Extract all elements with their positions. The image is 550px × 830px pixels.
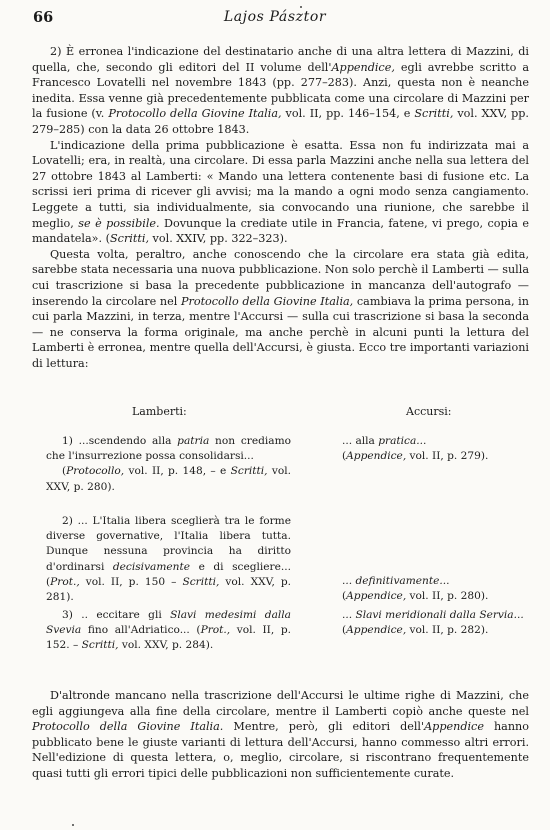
- accursi-header: Accursi:: [406, 405, 452, 418]
- lamberti-variant-2: 2) ... L'Italia libera sceglierà tra le forme diverse governative, l'Italia libera tutta. Dunque nessuna provincia ha diritto d'ordinarsi decisivamente e di scegliere... (Prot., vol. II, p. 150 – Scritti, vol. XXV, p. 281).: [46, 515, 291, 604]
- accursi-variant-2: ... definitivamente... (Appendice, vol. II, p. 280).: [342, 575, 489, 603]
- paragraph-4: D'altronde mancano nella trascrizione dell'Accursi le ultime righe di Mazzini, che egli aggiungeva alla fine della circolare, mentre il Lamberti copiò anche queste nel Protocollo della Giovine Italia. Mentre, però, gli editori dell'Appendice hanno pubblicato bene le giuste varianti di lettura dell'Accursi, hanno commesso altri errori. Nell'edizione di questa lettera, o, meglio, circolare, si riscontrano frequentemente quasi tutti gli errori tipici delle pubblicazioni non sufficientemente curate.: [32, 689, 530, 780]
- running-title: Lajos Pásztor: [223, 9, 327, 25]
- lamberti-variant-1: 1) ...scendendo alla patria non crediamo che l'insurrezione possa consolidarsi... (Protocollo, vol. II, p. 148, – e Scritti, vol. XXV, p. 280).: [46, 435, 291, 493]
- paragraph-2: L'indicazione della prima pubblicazione è esatta. Essa non fu indirizzata mai a Lovatelli; era, in realtà, una circolare. Di essa parla Mazzini anche nella sua lettera del 27 ottobre 1843 al Lamberti: « Mando una lettera contenente basi di fusione etc. La scrissi ieri prima di ricever gli avvisi; ma la mando a ogni modo senza cangiamento. Leggete a tutti, sia individualmente, sia convocando una riunione, che sarebbe il meglio, se è possibile. Dovunque la crediate utile in Francia, fatene, vi prego, copia e mandatela». (Scritti, vol. XXIV, pp. 322–323).: [32, 138, 529, 246]
- paragraph-3: Questa volta, peraltro, anche conoscendo che la circolare era stata già edita, sarebbe stata necessaria una nuova pubblicazione. Non solo perchè il Lamberti — sulla cui trascrizione si basa la precedente pubblicazione in mancanza dell'autografo — inserendo la circolare nel Protocollo della Giovine Italia, cambiava la prima persona, in cui parla Mazzini, in terza, mentre l'Accursi — sulla cui trascrizione si basa la seconda — ne conserva la forma originale, ma anche perchè in alcuni punti la lettura del Lamberti è erronea, mentre quella dell'Accursi, è giusta. Ecco tre importanti variazioni di lettura:: [32, 247, 529, 370]
- lamberti-variant-3: 3) .. eccitare gli Slavi medesimi dalla Svevia fino all'Adriatico... (Prot., vol. II, p. 152. – Scritti, vol. XXV, p. 284).: [46, 609, 291, 652]
- page-number: 66: [33, 9, 54, 26]
- accursi-variant-3: ... Slavi meridionali dalla Servia... (Appendice, vol. II, p. 282).: [342, 609, 524, 637]
- closing-text: [32, 688, 529, 782]
- print-speck: [300, 6, 302, 8]
- paragraph-1: 2) È erronea l'indicazione del destinatario anche di una altra lettera di Mazzini, di quella, che, secondo gli editori del II volume dell'Appendice, egli avrebbe scritto a Francesco Lovatelli nel novembre 1843 (pp. 277–283). Anzi, questa non è neanche inedita. Essa venne già precedentemente pubblicata come una circolare di Mazzini per la fusione (v. Protocollo della Giovine Italia, vol. II, pp. 146–154, e Scritti, vol. XXV, pp. 279–285) con la data 26 ottobre 1843.: [32, 45, 529, 136]
- lamberti-header: Lamberti:: [132, 405, 187, 418]
- variant-comparison: [32, 404, 529, 674]
- print-speck: [72, 824, 74, 826]
- main-text: [32, 44, 529, 371]
- accursi-variant-1: ... alla pratica... (Appendice, vol. II, p. 279).: [342, 435, 489, 463]
